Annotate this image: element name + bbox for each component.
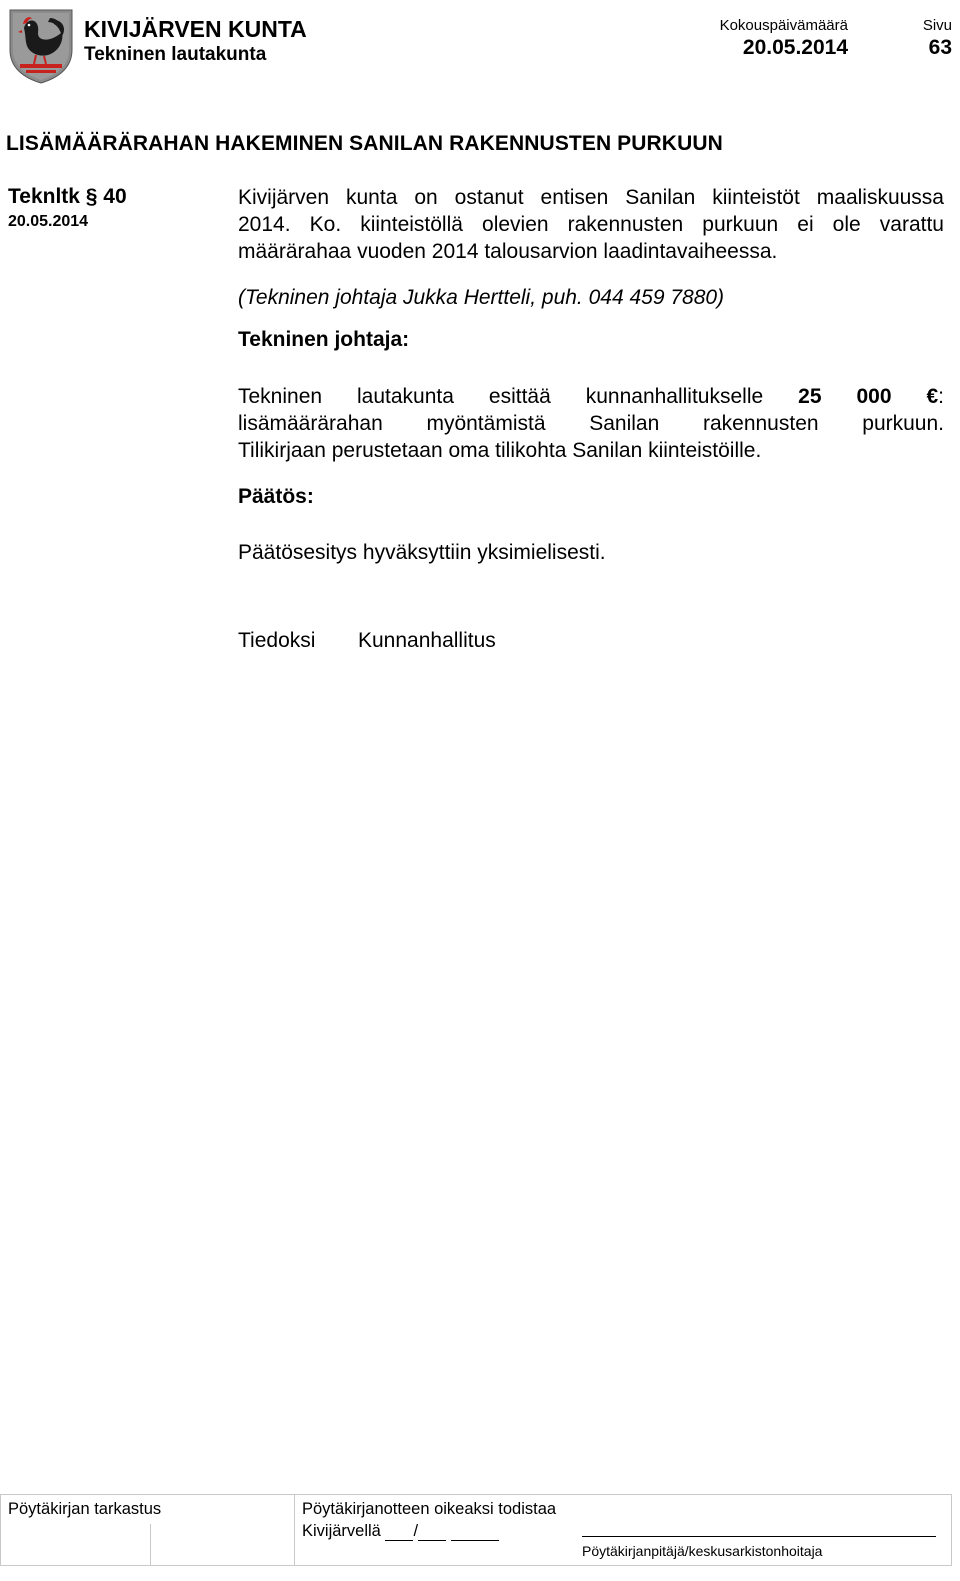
signature-line <box>582 1536 936 1537</box>
proposal-line: lisämäärärahan myöntämistä Sanilan rakennusten purkuun. <box>238 412 944 435</box>
month-blank <box>418 1522 446 1541</box>
date-separator: / <box>413 1522 419 1540</box>
meeting-date: 20.05.2014 <box>742 36 848 59</box>
footer-left-rule <box>0 1494 1 1566</box>
notify-label: Tiedoksi <box>238 629 316 652</box>
proposal-colon: : <box>938 385 944 408</box>
footer-top-rule <box>0 1494 952 1495</box>
rooster-coat-of-arms-icon <box>6 6 76 84</box>
section-reference: Teknltk § 40 <box>8 185 127 208</box>
section-date: 20.05.2014 <box>8 213 89 230</box>
proposal-text: Tekninen lautakunta esittää kunnanhallitukselle <box>238 385 764 408</box>
organization-name: KIVIJÄRVEN KUNTA <box>84 16 307 42</box>
footer-sign-divider <box>150 1524 151 1566</box>
year-blank <box>451 1522 499 1541</box>
day-blank <box>385 1522 413 1541</box>
review-label: Pöytäkirjan tarkastus <box>8 1500 162 1518</box>
meeting-date-label: Kokouspäivämäärä <box>719 17 848 34</box>
board-name: Tekninen lautakunta <box>84 44 267 65</box>
place-name: Kivijärvellä <box>302 1522 381 1540</box>
intro-line: 2014. Ko. kiinteistöllä olevien rakennusten purkuun ei ole varattu <box>238 213 944 236</box>
intro-line: määrärahaa vuoden 2014 talousarvion laadintavaiheessa. <box>238 240 778 263</box>
footer-divider <box>294 1494 295 1566</box>
proposal-heading: Tekninen johtaja: <box>238 328 410 351</box>
footer-bottom-rule <box>0 1565 952 1566</box>
proposal-line: Tilikirjaan perustetaan oma tilikohta Sanilan kiinteistöille. <box>238 439 762 462</box>
certify-label: Pöytäkirjanotteen oikeaksi todistaa <box>302 1500 557 1518</box>
document-title: LISÄMÄÄRÄRAHAN HAKEMINEN SANILAN RAKENNUSTEN PURKUUN <box>6 132 723 155</box>
proposal-line <box>238 383 944 410</box>
decision-heading: Päätös: <box>238 485 314 508</box>
decision-text: Päätösesitys hyväksyttiin yksimielisesti. <box>238 541 606 564</box>
certify-place-date <box>302 1522 499 1541</box>
intro-line: Kivijärven kunta on ostanut entisen Sanilan kiinteistöt maaliskuussa <box>238 186 944 209</box>
signer-role: Pöytäkirjanpitäjä/keskusarkistonhoitaja <box>582 1543 823 1559</box>
footer-right-rule <box>951 1494 952 1566</box>
page-number: 63 <box>928 36 952 59</box>
contact-info: (Tekninen johtaja Jukka Hertteli, puh. 044 459 7880) <box>238 286 725 309</box>
notify-value: Kunnanhallitus <box>358 629 496 652</box>
proposal-amount: 25 000 € <box>798 385 939 408</box>
page-label: Sivu <box>922 17 952 34</box>
